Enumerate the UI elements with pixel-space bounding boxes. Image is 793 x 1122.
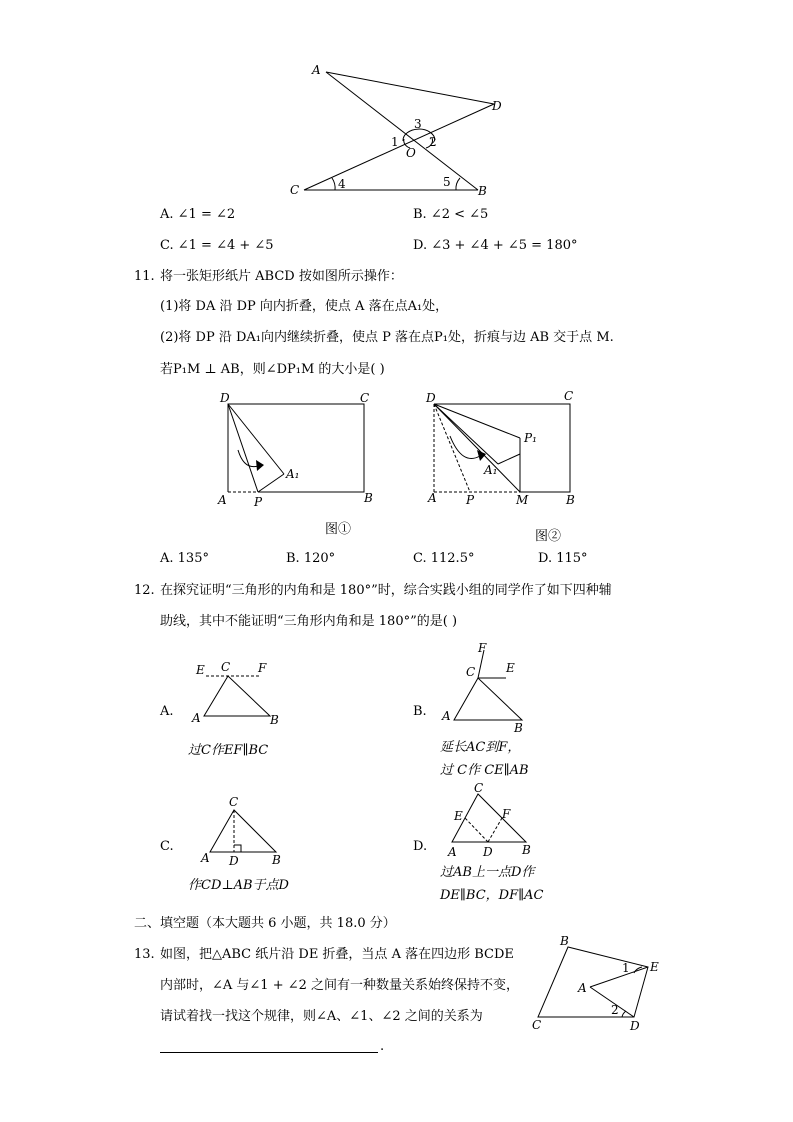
q13-label-angle-2: 2 (611, 1003, 619, 1017)
dashed-dp-2 (434, 404, 470, 492)
q13-number: 13. (134, 947, 155, 962)
fig1-label-a1: A₁ (286, 467, 300, 481)
q12-option-d-caption1: 过AB上一点D作 (440, 865, 535, 880)
optA-label-e: E (196, 663, 205, 677)
fig2-caption: 图② (535, 529, 562, 544)
optA-label-b: B (270, 713, 279, 727)
fig2-label-m: M (516, 493, 529, 507)
q13-label-a: A (578, 981, 587, 995)
optB-label-a: A (442, 709, 451, 723)
q12-option-c-letter: C. (160, 839, 174, 854)
fig2-label-a: A (428, 491, 437, 505)
optC-label-a: A (201, 851, 210, 865)
q11-step2: (2)将 DP 沿 DA₁向内继续折叠，使点 P 落在点P₁处，折痕与边 AB 交于点 M. (160, 330, 614, 345)
folded-da1 (228, 404, 284, 474)
label-angle-2: 2 (429, 135, 437, 149)
fig1-caption: 图① (325, 522, 352, 537)
label-c: C (290, 183, 300, 197)
segment-ad (326, 72, 494, 104)
optC-label-c: C (229, 795, 239, 809)
fig2-label-a1: A₁ (484, 463, 498, 477)
angle-arc-5 (456, 178, 460, 190)
q10-figure (280, 58, 520, 203)
q13-label-angle-1: 1 (622, 961, 630, 975)
q11-stem: 将一张矩形纸片 ABCD 按如图所示操作： (160, 269, 403, 284)
q13-label-e: E (650, 960, 659, 974)
q12-option-d-letter: D. (413, 839, 428, 854)
fig1-label-b: B (364, 491, 373, 505)
q12-stem-line1: 在探究证明“三角形的内角和是 180°”时，综合实践小组的同学作了如下四种辅 (160, 583, 612, 598)
fig2-label-d: D (426, 391, 436, 405)
q13-label-d: D (630, 1019, 640, 1033)
q11-option-d: D. 115° (538, 551, 588, 566)
q13-figure (530, 935, 670, 1035)
folded-dp1 (434, 404, 520, 438)
q13-line1: 如图，把△ABC 纸片沿 DE 折叠，当点 A 落在四边形 BCDE (160, 947, 514, 962)
optD-label-d: D (483, 845, 493, 859)
q12-option-a-figure (188, 658, 288, 728)
optA-label-c: C (221, 660, 231, 674)
triangle-abc-b (454, 678, 522, 720)
label-angle-1: 1 (391, 135, 399, 149)
q12-option-b-caption1: 延长AC到F， (440, 740, 521, 755)
q11-question: 若P₁M ⊥ AB，则∠DP₁M 的大小是( ) (160, 362, 385, 377)
q12-option-c-figure (198, 792, 298, 872)
label-a: A (312, 63, 321, 77)
optD-label-c: C (474, 781, 484, 795)
q12-option-a-letter: A. (160, 704, 174, 719)
fig2-label-c: C (564, 389, 574, 403)
q13-answer-blank[interactable] (160, 1052, 378, 1053)
optA-label-a: A (192, 711, 201, 725)
angle-arc-2-q13 (622, 1011, 626, 1017)
fig2-label-p: P (466, 493, 475, 507)
q13-line2: 内部时，∠A 与∠1 + ∠2 之间有一种数量关系始终保持不变， (160, 978, 520, 993)
segment-ab (326, 72, 478, 190)
optB-label-f: F (478, 641, 487, 655)
optD-label-b: B (522, 843, 531, 857)
q12-stem-line2: 助线，其中不能证明“三角形内角和是 180°”的是( ) (160, 614, 458, 629)
label-o: O (406, 146, 416, 160)
q11-option-b: B. 120° (286, 551, 336, 566)
fig1-label-c: C (360, 391, 370, 405)
q13-line3: 请试着找一找这个规律，则∠A、∠1、∠2 之间的关系为 (160, 1009, 483, 1024)
folded-da1-2 (434, 404, 498, 464)
label-b: B (478, 184, 487, 198)
triangle-abc-d (452, 794, 526, 842)
q10-option-a: A. ∠1 = ∠2 (160, 207, 236, 222)
fig1-label-d: D (220, 391, 230, 405)
q11-number: 11. (134, 269, 155, 284)
q13-label-c: C (532, 1018, 542, 1032)
optC-label-b: B (272, 853, 281, 867)
optB-label-b: B (514, 721, 523, 735)
folded-a1p (258, 474, 284, 492)
segment-dc (304, 104, 494, 190)
section-2-title: 二、填空题（本大题共 6 小题，共 18.0 分） (134, 916, 396, 931)
fig1-label-a: A (218, 493, 227, 507)
right-angle-mark (234, 845, 241, 852)
fig1-label-p: P (254, 495, 263, 509)
q13-end-period: . (380, 1039, 385, 1054)
label-angle-4: 4 (338, 177, 346, 191)
q12-option-b-letter: B. (413, 704, 427, 719)
q10-option-c: C. ∠1 = ∠4 + ∠5 (160, 238, 274, 253)
optD-label-e: E (454, 809, 463, 823)
arrowhead-1 (256, 460, 264, 471)
triangle-abc-a (204, 676, 270, 716)
optB-label-c: C (466, 665, 476, 679)
fig2-label-b: B (566, 493, 575, 507)
q13-label-b: B (560, 934, 569, 948)
quadrilateral-bcde (538, 947, 648, 1017)
q12-option-b-caption2: 过 C作 CE∥AB (440, 763, 529, 778)
optD-label-f: F (502, 807, 511, 821)
q12-option-a-caption: 过C作EF∥BC (188, 743, 269, 758)
angle-arc-4 (332, 178, 335, 190)
triangle-abc-c (210, 810, 276, 852)
dashed-de (465, 818, 488, 842)
optA-label-f: F (258, 661, 267, 675)
crease-dm (434, 404, 520, 492)
fig2-label-p1: P₁ (524, 431, 537, 445)
q11-figure-2 (420, 388, 590, 518)
q12-option-d-caption2: DE∥BC，DF∥AC (440, 888, 544, 903)
q12-option-c-caption: 作CD⊥AB于点D (188, 878, 289, 893)
q11-step1: (1)将 DA 沿 DP 向内折叠，使点 A 落在点A₁处， (160, 299, 449, 314)
q11-option-a: A. 135° (160, 551, 209, 566)
q11-figure-1 (212, 388, 382, 518)
q12-option-b-figure (440, 640, 540, 735)
segment-a1-edge (498, 454, 520, 464)
label-d: D (492, 99, 502, 113)
q10-option-d: D. ∠3 + ∠4 + ∠5 = 180° (413, 238, 578, 253)
rect-abcd-2 (434, 404, 570, 492)
optD-label-a: A (448, 845, 457, 859)
q11-option-c: C. 112.5° (413, 551, 475, 566)
q12-option-d-figure (440, 782, 540, 862)
label-angle-5: 5 (443, 175, 451, 189)
dashed-df (488, 818, 502, 842)
optC-label-d: D (229, 854, 239, 868)
label-angle-3: 3 (414, 117, 422, 131)
q12-number: 12. (134, 583, 155, 598)
crease-dp (228, 404, 258, 492)
segment-ea (590, 967, 648, 987)
optB-label-e: E (506, 661, 515, 675)
q10-option-b: B. ∠2 < ∠5 (413, 207, 489, 222)
